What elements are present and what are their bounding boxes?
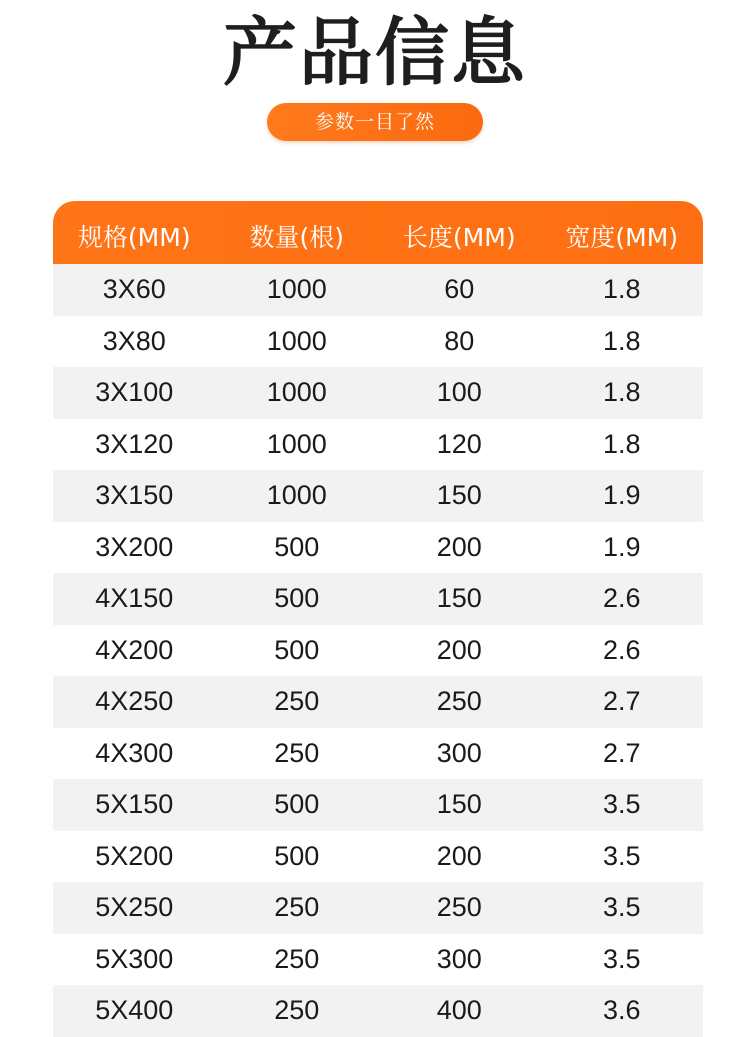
cell-width: 2.7 bbox=[602, 737, 641, 768]
cell-length: 100 bbox=[436, 377, 482, 408]
cell-quantity: 1000 bbox=[266, 480, 327, 511]
cell-spec: 3X200 bbox=[95, 531, 174, 562]
page-title: 产品信息 bbox=[223, 10, 527, 96]
table-row bbox=[53, 779, 703, 831]
table-body bbox=[53, 264, 703, 1037]
cell-quantity: 500 bbox=[274, 840, 320, 871]
cell-quantity: 250 bbox=[274, 943, 320, 974]
table-header bbox=[53, 201, 703, 264]
cell-spec: 5X300 bbox=[95, 943, 174, 974]
cell-length: 250 bbox=[436, 892, 482, 923]
cell-spec: 4X200 bbox=[95, 634, 174, 665]
cell-length: 200 bbox=[436, 634, 482, 665]
table-row bbox=[53, 728, 703, 780]
table-row bbox=[53, 831, 703, 883]
spec-table bbox=[53, 201, 703, 1026]
cell-length: 400 bbox=[436, 995, 482, 1026]
table-row bbox=[53, 934, 703, 986]
cell-width: 1.9 bbox=[602, 480, 641, 511]
subtitle-badge: 参数一目了然 bbox=[267, 103, 483, 141]
cell-quantity: 250 bbox=[274, 686, 320, 717]
cell-quantity: 250 bbox=[274, 995, 320, 1026]
cell-width: 2.7 bbox=[602, 686, 641, 717]
cell-length: 80 bbox=[444, 325, 475, 356]
cell-spec: 5X150 bbox=[95, 789, 174, 820]
cell-length: 300 bbox=[436, 943, 482, 974]
table-row bbox=[53, 419, 703, 471]
cell-spec: 4X150 bbox=[95, 583, 174, 614]
table-row bbox=[53, 264, 703, 316]
cell-spec: 3X100 bbox=[95, 377, 174, 408]
cell-length: 150 bbox=[436, 583, 482, 614]
column-header-width: 宽度(MM) bbox=[565, 222, 679, 252]
cell-width: 3.5 bbox=[602, 789, 641, 820]
cell-width: 1.8 bbox=[602, 377, 641, 408]
cell-width: 3.5 bbox=[602, 892, 641, 923]
cell-quantity: 250 bbox=[274, 892, 320, 923]
cell-width: 3.5 bbox=[602, 840, 641, 871]
cell-width: 1.8 bbox=[602, 428, 641, 459]
cell-width: 3.6 bbox=[602, 995, 641, 1026]
cell-length: 300 bbox=[436, 737, 482, 768]
table-row bbox=[53, 470, 703, 522]
table-row bbox=[53, 573, 703, 625]
cell-quantity: 1000 bbox=[266, 377, 327, 408]
cell-width: 2.6 bbox=[602, 583, 641, 614]
cell-length: 120 bbox=[436, 428, 482, 459]
cell-quantity: 1000 bbox=[266, 428, 327, 459]
cell-spec: 5X200 bbox=[95, 840, 174, 871]
cell-length: 60 bbox=[444, 274, 475, 305]
cell-quantity: 1000 bbox=[266, 274, 327, 305]
cell-length: 150 bbox=[436, 480, 482, 511]
cell-quantity: 500 bbox=[274, 789, 320, 820]
table-row bbox=[53, 676, 703, 728]
table-row bbox=[53, 316, 703, 368]
cell-quantity: 250 bbox=[274, 737, 320, 768]
cell-quantity: 500 bbox=[274, 531, 320, 562]
cell-width: 1.8 bbox=[602, 325, 641, 356]
cell-spec: 3X60 bbox=[102, 274, 166, 305]
cell-spec: 3X120 bbox=[95, 428, 174, 459]
cell-width: 1.8 bbox=[602, 274, 641, 305]
cell-length: 200 bbox=[436, 531, 482, 562]
cell-quantity: 500 bbox=[274, 634, 320, 665]
table-row bbox=[53, 985, 703, 1037]
cell-spec: 4X300 bbox=[95, 737, 174, 768]
column-header-quantity: 数量(根) bbox=[249, 222, 344, 252]
table-row bbox=[53, 625, 703, 677]
cell-width: 2.6 bbox=[602, 634, 641, 665]
cell-quantity: 500 bbox=[274, 583, 320, 614]
cell-spec: 3X80 bbox=[102, 325, 166, 356]
table-row bbox=[53, 367, 703, 419]
cell-width: 1.9 bbox=[602, 531, 641, 562]
table-row bbox=[53, 882, 703, 934]
column-header-length: 长度(MM) bbox=[402, 222, 516, 252]
cell-length: 200 bbox=[436, 840, 482, 871]
table-row bbox=[53, 522, 703, 574]
cell-width: 3.5 bbox=[602, 943, 641, 974]
cell-length: 150 bbox=[436, 789, 482, 820]
cell-spec: 5X250 bbox=[95, 892, 174, 923]
cell-quantity: 1000 bbox=[266, 325, 327, 356]
cell-spec: 3X150 bbox=[95, 480, 174, 511]
column-header-spec: 规格(MM) bbox=[77, 222, 191, 252]
cell-spec: 5X400 bbox=[95, 995, 174, 1026]
cell-spec: 4X250 bbox=[95, 686, 174, 717]
cell-length: 250 bbox=[436, 686, 482, 717]
